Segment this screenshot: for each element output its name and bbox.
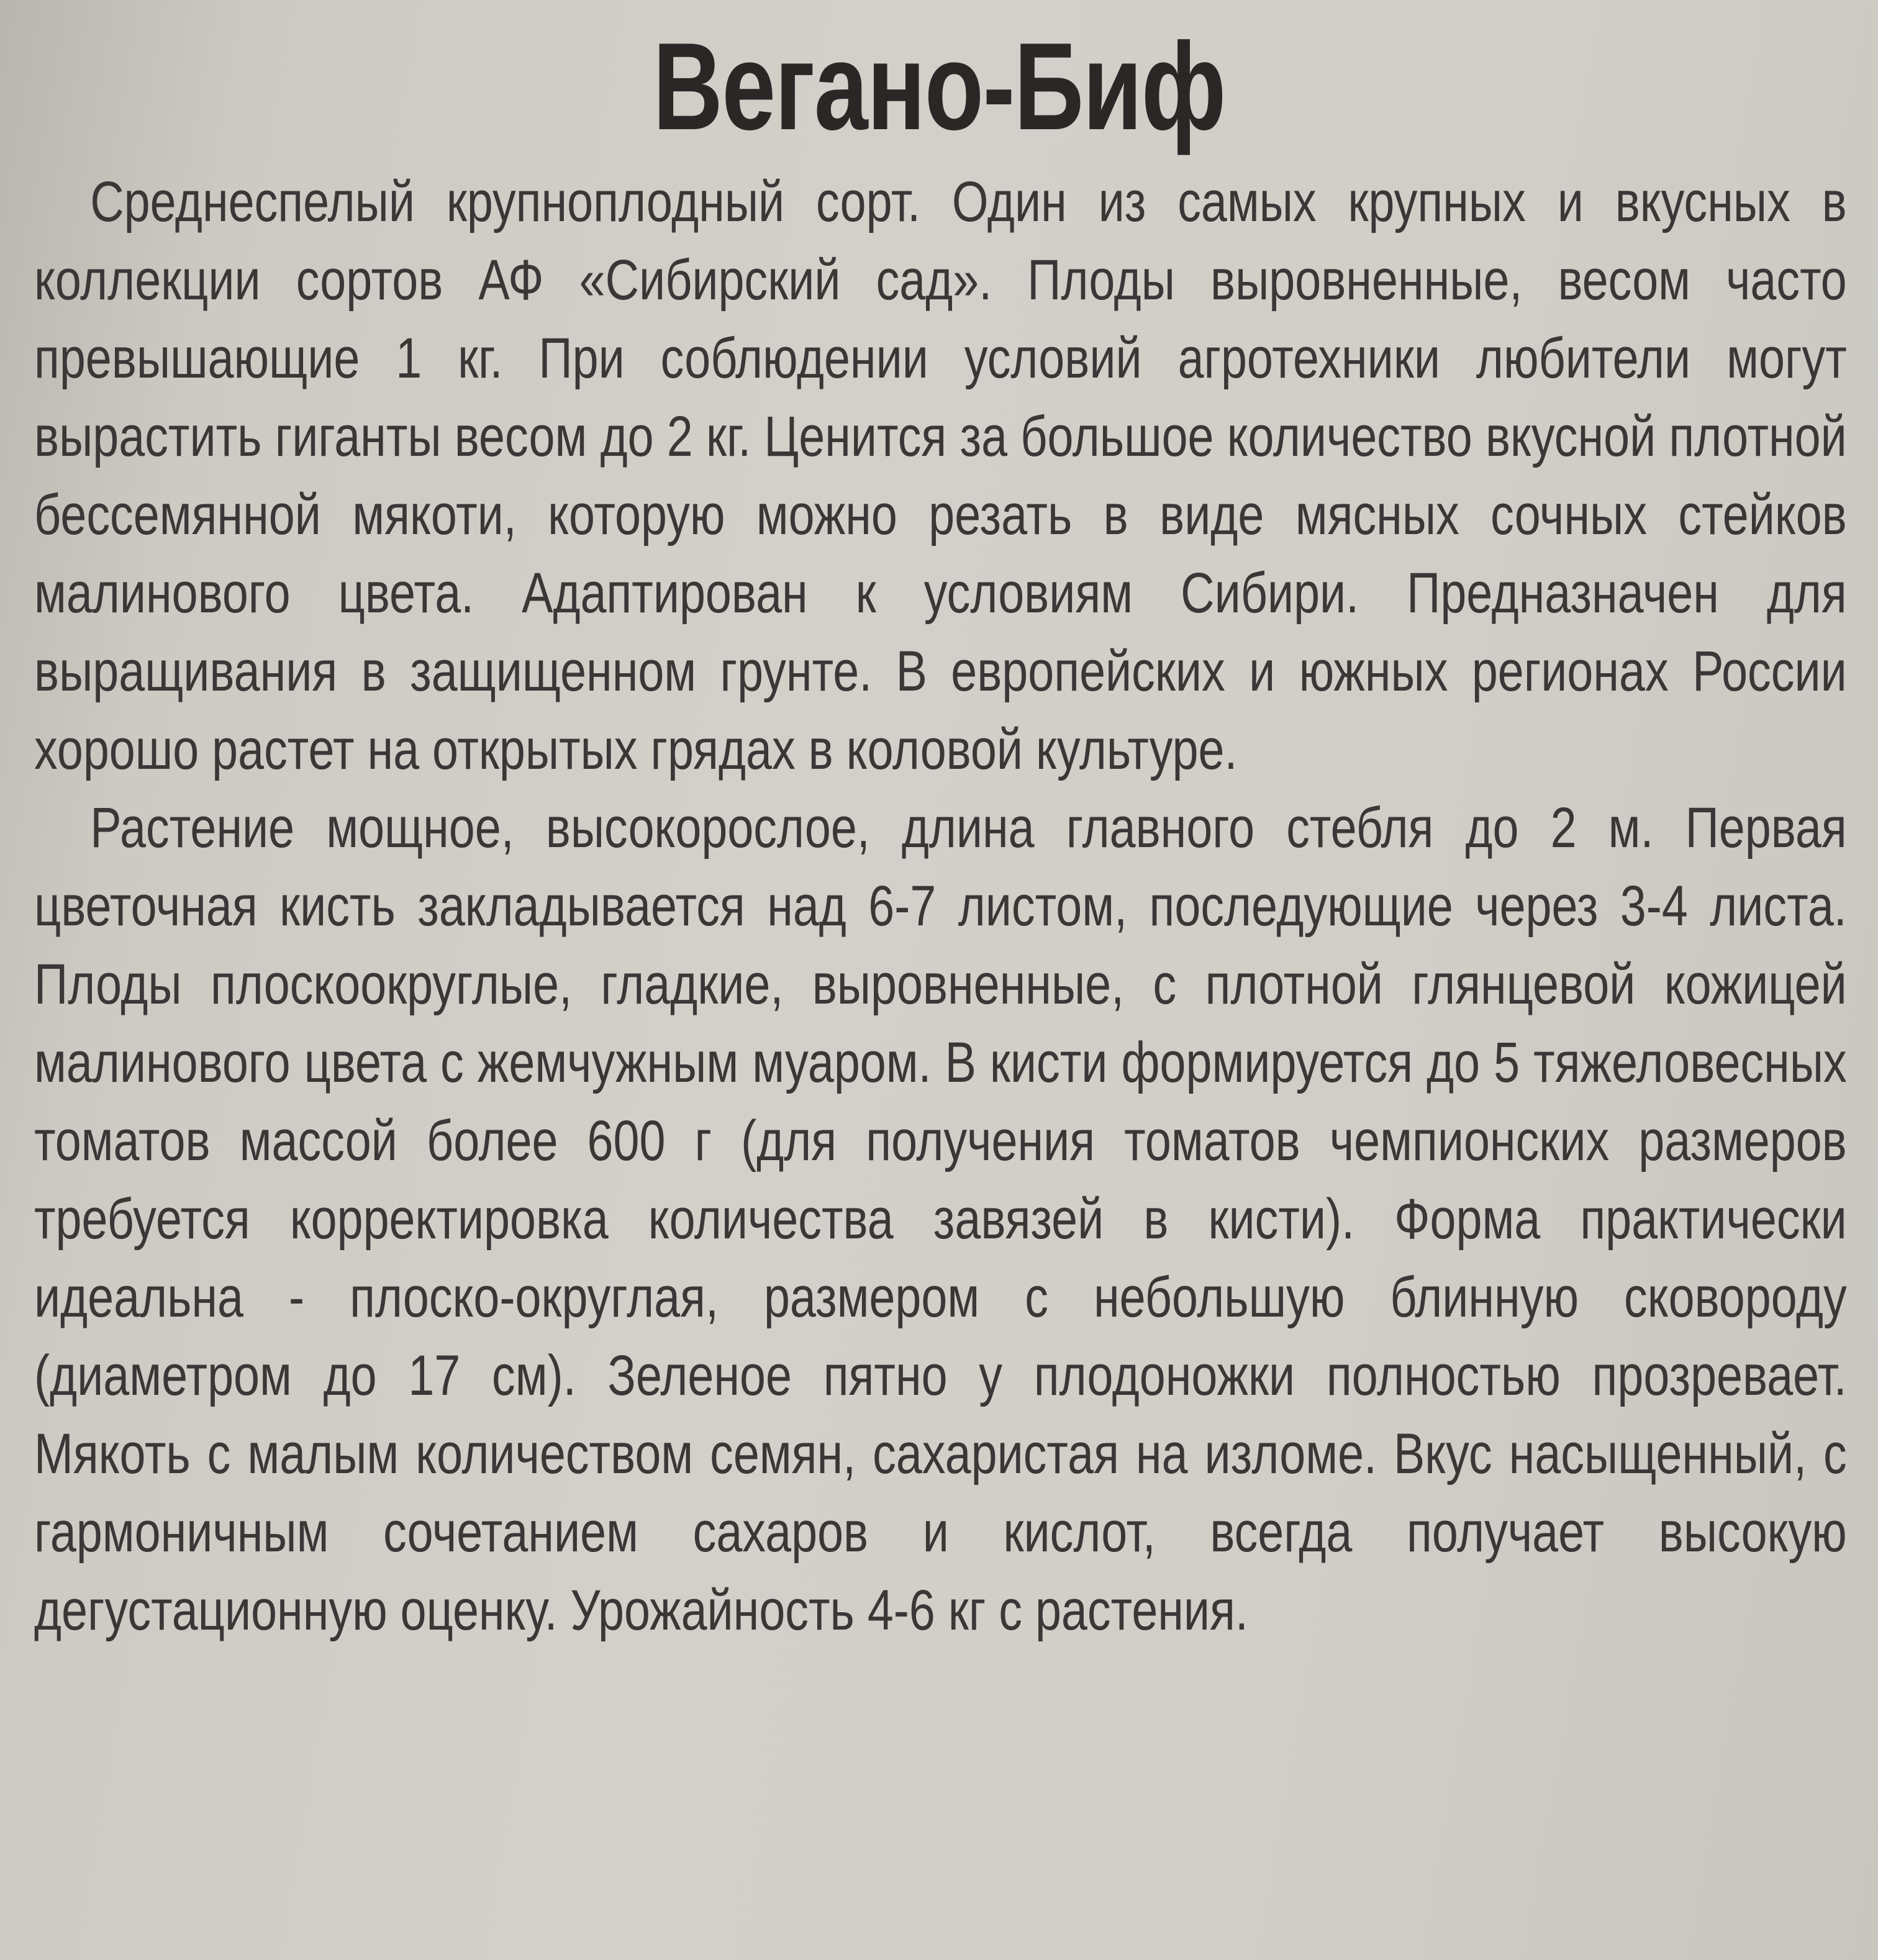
- body-text-block: [34, 163, 1847, 1649]
- paragraph-description: Среднеспелый крупноплодный сорт. Один из самых крупных и вкусных в коллекции сортов АФ «Сибирский сад». Плоды выровненные, весом часто превышающие 1 кг. При соблюдении условий агротехники любители могут вырастить гиганты весом до 2 кг. Ценится за большое количество вкусной плотной бессемянной мякоти, которую можно резать в виде мясных сочных стейков малинового цвета. Адаптирован к условиям Сибири. Предназначен для выращивания в защищенном грунте. В европейских и южных регионах России хорошо растет на открытых грядах в коловой культуре.: [34, 170, 1847, 781]
- paragraph-characteristics: Растение мощное, высокорослое, длина главного стебля до 2 м. Первая цветочная кисть закладывается над 6-7 листом, последующие через 3-4 листа. Плоды плоскоокруглые, гладкие, выровненные, с плотной глянцевой кожицей малинового цвета с жемчужным муаром. В кисти формируется до 5 тяжеловесных томатов массой более 600 г (для получения томатов чемпионских размеров требуется корректировка количества завязей в кисти). Форма практически идеальна - плоско-округлая, размером с небольшую блинную сковороду (диаметром до 17 см). Зеленое пятно у плодоножки полностью прозревает. Мякоть с малым количеством семян, сахаристая на изломе. Вкус насыщенный, с гармоничным сочетанием сахаров и кислот, всегда получает высокую дегустационную оценку. Урожайность 4-6 кг с растения.: [34, 796, 1847, 1642]
- document-title: Вегано-Биф: [653, 17, 1225, 156]
- document-body: [34, 163, 1848, 1649]
